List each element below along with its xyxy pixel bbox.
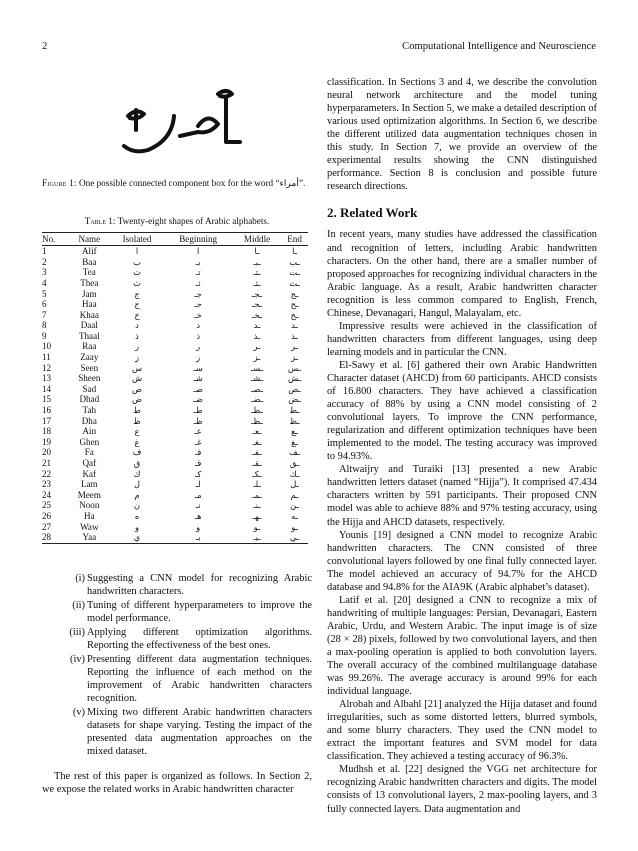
table-cell: Fa — [84, 447, 94, 458]
paragraph: Younis [19] designed a CNN model to recognize Arabic handwritten characters. The CNN consisted of three convolutional layers followed by one final fully connected layer. The model achieved an accuracy of 94.7% for the AHCD database and 94.8% for the AIA9K (Arabic alphabet’s dataset). — [327, 529, 597, 593]
paragraph: Alrobah and Albahl [21] analyzed the Hijja dataset and found irregularities, such as some distorted letters, blurred symbols, and some blurry characters. They used the CNN model to extract the important features and SVM model for data classification. They achieved a testing accuracy of 96.3%. — [327, 699, 597, 763]
table-cell: هـ — [194, 510, 202, 521]
table-cell: Meem — [77, 489, 101, 500]
table-cell: ـذ — [291, 330, 298, 341]
table-cell: ثـ — [195, 277, 201, 288]
list-item — [42, 626, 312, 652]
table-cell: تـ — [195, 267, 201, 278]
list-item — [42, 599, 312, 625]
paragraph: Latif et al. [20] designed a CNN to recognize a mix of handwriting of multiple languages: Persian, Devanagari, Eastern Arabic, Urdu, and Western Arabic. The input image is of size (28 × 28) pixels, followed by two convolutional layers, and then a max-pooling operation is applied to both convolution layers. The overall accuracy of the combined multilanguage database was 99.26%. The average accuracy is around 99% for each individual language. — [327, 594, 597, 698]
table-cell: ـم — [290, 489, 299, 500]
table-cell: 3 — [42, 267, 47, 278]
table-row — [42, 310, 308, 321]
table-cell: ـس — [288, 362, 302, 373]
table-cell: ر — [135, 341, 140, 352]
table-cell: ـع — [291, 426, 298, 437]
table-cell: ـيـ — [233, 532, 281, 543]
table-cell: Kaf — [82, 468, 97, 479]
column-header: End — [281, 232, 308, 246]
left-column — [42, 76, 312, 797]
journal-title: Computational Intelligence and Neuroscience — [402, 41, 596, 52]
contribution-list — [42, 572, 312, 759]
column-header: Beginning — [163, 232, 232, 246]
table-cell: Ghen — [79, 436, 100, 447]
table-row — [42, 384, 308, 395]
table-caption — [42, 215, 312, 228]
table-label: Table 1: — [84, 215, 116, 226]
table-cell: ز — [135, 352, 140, 363]
table-cell: ـطـ — [251, 405, 263, 416]
table-cell: ش — [131, 373, 143, 384]
table-header-row — [42, 232, 308, 246]
table-cell: د — [196, 320, 201, 331]
table-cell: ـصـ — [250, 383, 264, 394]
table-cell: ك — [133, 468, 141, 479]
table-cell: 2 — [42, 256, 47, 267]
table-cell: ـط — [289, 405, 300, 416]
section-body — [327, 228, 597, 815]
table-cell: 5 — [42, 288, 47, 299]
table-cell: ـثـ — [253, 277, 261, 288]
table-row — [42, 458, 308, 469]
table-cell: ـغ — [291, 436, 298, 447]
list-item-text: Suggesting a CNN model for recognizing Arabic handwritten characters. — [87, 572, 312, 597]
table-cell: ـحـ — [251, 299, 263, 310]
list-item — [42, 653, 312, 705]
table-cell: ـتـ — [253, 267, 261, 278]
table-cell: 24 — [42, 489, 52, 500]
table-cell: ـسـ — [250, 362, 264, 373]
table-cell: ت — [133, 267, 141, 278]
table-cell: Tah — [82, 405, 97, 416]
list-marker: (iv) — [69, 654, 85, 666]
table-cell: Raa — [82, 341, 97, 352]
table-cell: Qaf — [82, 458, 97, 469]
table-cell: ـد — [291, 320, 298, 331]
table-cell: 20 — [42, 447, 52, 458]
table-cell: ـل — [290, 479, 299, 490]
table-row — [42, 278, 308, 289]
table-row — [42, 500, 308, 511]
table-cell: ي — [111, 532, 164, 543]
table-cell: و — [196, 521, 201, 532]
table-cell: ـا — [292, 246, 298, 257]
table-cell: ظـ — [193, 415, 203, 426]
table-row — [42, 341, 308, 352]
table-row — [42, 426, 308, 437]
table-cell: Thaal — [78, 330, 100, 341]
table-cell: Haa — [81, 299, 97, 310]
table-cell: ـك — [289, 468, 300, 479]
table-cell: طـ — [193, 405, 203, 416]
table-cell: 14 — [42, 383, 52, 394]
table-cell: ـعـ — [252, 426, 262, 437]
figure-label: Figure 1: — [42, 178, 77, 188]
column-header: No. — [42, 232, 68, 246]
table-row — [42, 331, 308, 342]
table-cell: ـكـ — [252, 468, 262, 479]
table-cell: Noon — [79, 500, 100, 511]
table-cell: ـلـ — [253, 479, 261, 490]
table-row — [42, 299, 308, 310]
table-cell: ع — [134, 426, 140, 437]
table-cell: ـظـ — [251, 415, 263, 426]
table-cell: 22 — [42, 468, 52, 479]
table-cell: ـظ — [289, 415, 300, 426]
table-cell: صـ — [193, 383, 203, 394]
table-cell: ق — [133, 458, 141, 469]
table-cell: ـض — [288, 394, 301, 405]
table-cell: فـ — [194, 447, 202, 458]
table-cell: Zaay — [80, 352, 99, 363]
table-cell: Ha — [84, 510, 95, 521]
paragraph: Impressive results were achieved in the classification of handwritten characters from different languages, using deep learning models and in particular the CNN. — [327, 320, 597, 358]
table-row — [42, 511, 308, 522]
table-cell: ـذ — [253, 330, 261, 341]
table-cell: ـهـ — [252, 510, 262, 521]
table-cell: بـ — [195, 256, 201, 267]
column-header: Isolated — [111, 232, 164, 246]
table-row — [42, 522, 308, 533]
paragraph: In recent years, many studies have addressed the classification and recognition of letters, including Arabic handwritten characters. On the other hand, there are a smaller number of proposed approaches for recognizing individual characters in the Arabic language. As a result, Arabic handwritten character recognition is less common compared to English, French, Chinese, Devanagari, Hangul, Malayalam, etc. — [327, 229, 597, 319]
handwritten-word-image — [114, 86, 246, 164]
table-row — [42, 320, 308, 331]
table-cell: ض — [132, 394, 143, 405]
table-cell: ضـ — [193, 394, 203, 405]
table-cell: لـ — [195, 479, 201, 490]
table-cell: جـ — [194, 288, 202, 299]
table-cell: ذ — [135, 330, 139, 341]
table-cell: ذ — [196, 330, 201, 341]
table-cell: نـ — [195, 500, 201, 511]
table-cell: 26 — [42, 510, 52, 521]
table-cell: سـ — [193, 362, 203, 373]
left-rest-paragraph: The rest of this paper is organized as follows. In Section 2, we expose the related works in Arabic handwritten character — [42, 771, 312, 796]
table-caption-text: Twenty-eight shapes of Arabic alphabets. — [115, 215, 270, 226]
table-cell: ح — [134, 299, 140, 310]
table-row — [42, 416, 308, 427]
table-cell: 10 — [42, 341, 52, 352]
table-cell: 17 — [42, 415, 52, 426]
table-row — [42, 437, 308, 448]
table-cell: ا — [197, 246, 200, 257]
table-cell: ـو — [291, 521, 298, 532]
table-cell: ـبـ — [253, 256, 261, 267]
table-cell: خـ — [194, 309, 202, 320]
table-cell: 12 — [42, 362, 52, 373]
table-cell: 23 — [42, 479, 52, 490]
table-cell: 21 — [42, 458, 52, 469]
table-cell: ـز — [253, 352, 261, 363]
table-cell: ج — [134, 288, 140, 299]
table-cell: ـي — [281, 532, 308, 543]
table-cell: 25 — [42, 500, 52, 511]
table-cell: ـت — [289, 267, 300, 278]
table-cell: 13 — [42, 373, 52, 384]
table-cell: ـث — [289, 277, 300, 288]
table-cell: 4 — [42, 277, 47, 288]
table-cell: ص — [132, 383, 143, 394]
table-cell: 28 — [42, 532, 68, 543]
table-cell: Baa — [82, 256, 97, 267]
table-row — [42, 405, 308, 416]
table-cell: ـنـ — [253, 500, 261, 511]
table-cell: 7 — [42, 309, 47, 320]
table-cell: Tea — [82, 267, 96, 278]
table-row — [42, 373, 308, 384]
column-header: Middle — [233, 232, 281, 246]
table-cell: ـح — [290, 299, 299, 310]
paragraph: El-Sawy et al. [6] gathered their own Arabic Handwritten Character dataset (AHCD) from 60 participants. AHCD consists of 16.800 characters. They have achieved a classification accuracy of 88% by using a CNN model consisting of 2 convolutional layers. To improve the CNN performance, regularization and different optimization techniques have been implemented to the model. The testing accuracy was improved to 94.93%. — [327, 359, 597, 463]
table-cell: ـو — [253, 521, 261, 532]
table-cell: ـخ — [290, 309, 299, 320]
table-cell: Sheen — [78, 373, 101, 384]
right-column — [327, 76, 597, 816]
table-cell: ـفـ — [252, 447, 262, 458]
table-cell: غـ — [194, 436, 202, 447]
table-cell: يـ — [163, 532, 232, 543]
table-cell: ـمـ — [252, 489, 262, 500]
table-cell: 27 — [42, 521, 52, 532]
table-cell: Yaa — [68, 532, 111, 543]
table-cell: 18 — [42, 426, 52, 437]
figure-1 — [42, 84, 312, 164]
table-cell: ـقـ — [252, 458, 262, 469]
list-item — [42, 572, 312, 598]
table-row — [42, 246, 308, 257]
list-item-text: Presenting different data augmentation techniques. Reporting the influence of each method on the improvement of Arabic handwritten characters recognition. — [87, 654, 312, 705]
table-row — [42, 257, 308, 268]
table-cell: Thea — [80, 277, 99, 288]
list-marker: (iii) — [69, 626, 85, 638]
table-cell: ـه — [291, 510, 298, 521]
list-marker: (ii) — [72, 599, 85, 611]
table-cell: حـ — [194, 299, 202, 310]
table-cell: ل — [134, 479, 141, 490]
table-cell: 6 — [42, 299, 47, 310]
table-cell: م — [134, 489, 140, 500]
table-row — [42, 352, 308, 363]
list-item-text: Mixing two different Arabic handwritten characters datasets for shape varying. Testing the impact of the presented data augmentation approaches on the mixed dataset. — [87, 707, 312, 758]
table-cell: ب — [133, 256, 141, 267]
table-cell: ـز — [291, 352, 299, 363]
table-cell: ـش — [288, 373, 302, 384]
table-cell: شـ — [193, 373, 203, 384]
table-cell: مـ — [194, 489, 202, 500]
list-item-text: Applying different optimization algorithms. Reporting the effectiveness of the best ones. — [87, 626, 312, 651]
table-cell: د — [135, 320, 139, 331]
list-item-text: Tuning of different hyperparameters to improve the model performance. — [87, 599, 312, 624]
table-cell: ز — [196, 352, 201, 363]
table-cell: 11 — [42, 352, 51, 363]
table-row — [42, 479, 308, 490]
table-cell: و — [135, 521, 140, 532]
table-cell: ث — [133, 277, 141, 288]
table-cell: Sad — [82, 383, 97, 394]
table-cell: Lam — [80, 479, 98, 490]
table-cell: غ — [134, 436, 140, 447]
paragraph: Altwaijry and Turaiki [13] presented a new Arabic handwritten letters dataset (named “Hijja”). It comprised 47.434 characters written by 591 participants. Their proposed CNN model was able to achieve 88% and 97% testing accuracy, using the Hijja and AHCD datasets, respectively. — [327, 464, 597, 528]
table-row — [42, 532, 308, 543]
table-cell: عـ — [194, 426, 202, 437]
table-row — [42, 469, 308, 480]
table-cell: ـر — [291, 341, 299, 352]
table-cell: س — [131, 362, 143, 373]
table-cell: ـغـ — [252, 436, 262, 447]
table-cell: ظ — [133, 415, 141, 426]
table-cell: Khaa — [79, 309, 99, 320]
table-cell: ـن — [290, 500, 299, 511]
table-cell: 1 — [42, 246, 47, 257]
table-row — [42, 363, 308, 374]
table-cell: ـب — [289, 256, 300, 267]
table-cell: 15 — [42, 394, 52, 405]
table-cell: ط — [133, 405, 141, 416]
alphabet-table — [42, 232, 308, 544]
table-cell: Daal — [80, 320, 98, 331]
list-marker: (i) — [75, 572, 85, 584]
table-cell: قـ — [194, 458, 202, 469]
table-cell: ـد — [253, 320, 261, 331]
table-cell: ـضـ — [250, 394, 264, 405]
table-cell: ن — [133, 500, 141, 511]
table-cell: Alif — [81, 246, 97, 257]
figure-caption-text: One possible connected component box for the word “أمراء”. — [76, 178, 306, 188]
table-cell: ـجـ — [251, 288, 263, 299]
table-body — [42, 246, 308, 544]
paragraph: Mudhsh et al. [22] designed the VGG net architecture for recognizing Arabic handwritten characters and digits. The model consists of 13 convolutional layers, 2 max-pooling layers, and 3 fully connected layers. Data augmentation and — [327, 764, 597, 815]
table-cell: 19 — [42, 436, 52, 447]
table-cell: ـا — [254, 246, 260, 257]
list-item — [42, 706, 312, 758]
table-row — [42, 267, 308, 278]
table-cell: Dha — [81, 415, 97, 426]
table-cell: ـشـ — [250, 373, 264, 384]
list-marker: (v) — [72, 707, 85, 719]
table-cell: Waw — [80, 521, 99, 532]
table-row — [42, 394, 308, 405]
figure-caption — [42, 178, 312, 190]
table-cell: Jam — [81, 288, 97, 299]
table-row — [42, 289, 308, 300]
table-cell: ر — [196, 341, 201, 352]
section-heading: 2. Related Work — [327, 205, 418, 221]
column-header: Name — [68, 232, 111, 246]
table-cell: ـج — [290, 288, 299, 299]
table-cell: 16 — [42, 405, 52, 416]
table-cell: Seen — [80, 362, 99, 373]
table-cell: Dhad — [79, 394, 100, 405]
table-row — [42, 447, 308, 458]
table-cell: 8 — [42, 320, 47, 331]
table-cell: ـص — [288, 383, 301, 394]
right-top-paragraph: classification. In Sections 3 and 4, we describe the convolution neural network architecture and the model tuning hyperparameters. In Section 5, we make a detailed description of various used optimization algorithms. In Section 6, we describe the different utilized data augmentation techniques chosen in this study. In Section 7, we provide an overview of the experimental results showing the CNN distinguished performance. Section 8 is conclusion and possible future research directions. — [327, 77, 597, 193]
table-cell: ـف — [289, 447, 301, 458]
table-cell: ه — [134, 510, 140, 521]
table-cell: ـق — [289, 458, 300, 469]
table-row — [42, 490, 308, 501]
table-cell: كـ — [194, 468, 202, 479]
table-cell: ف — [132, 447, 142, 458]
page-number: 2 — [42, 41, 48, 52]
table-cell: ا — [135, 246, 139, 257]
table-cell: 9 — [42, 330, 47, 341]
table-cell: ـخـ — [251, 309, 263, 320]
table-cell: Ain — [82, 426, 97, 437]
table-cell: خ — [134, 309, 140, 320]
table-cell: ـر — [253, 341, 261, 352]
